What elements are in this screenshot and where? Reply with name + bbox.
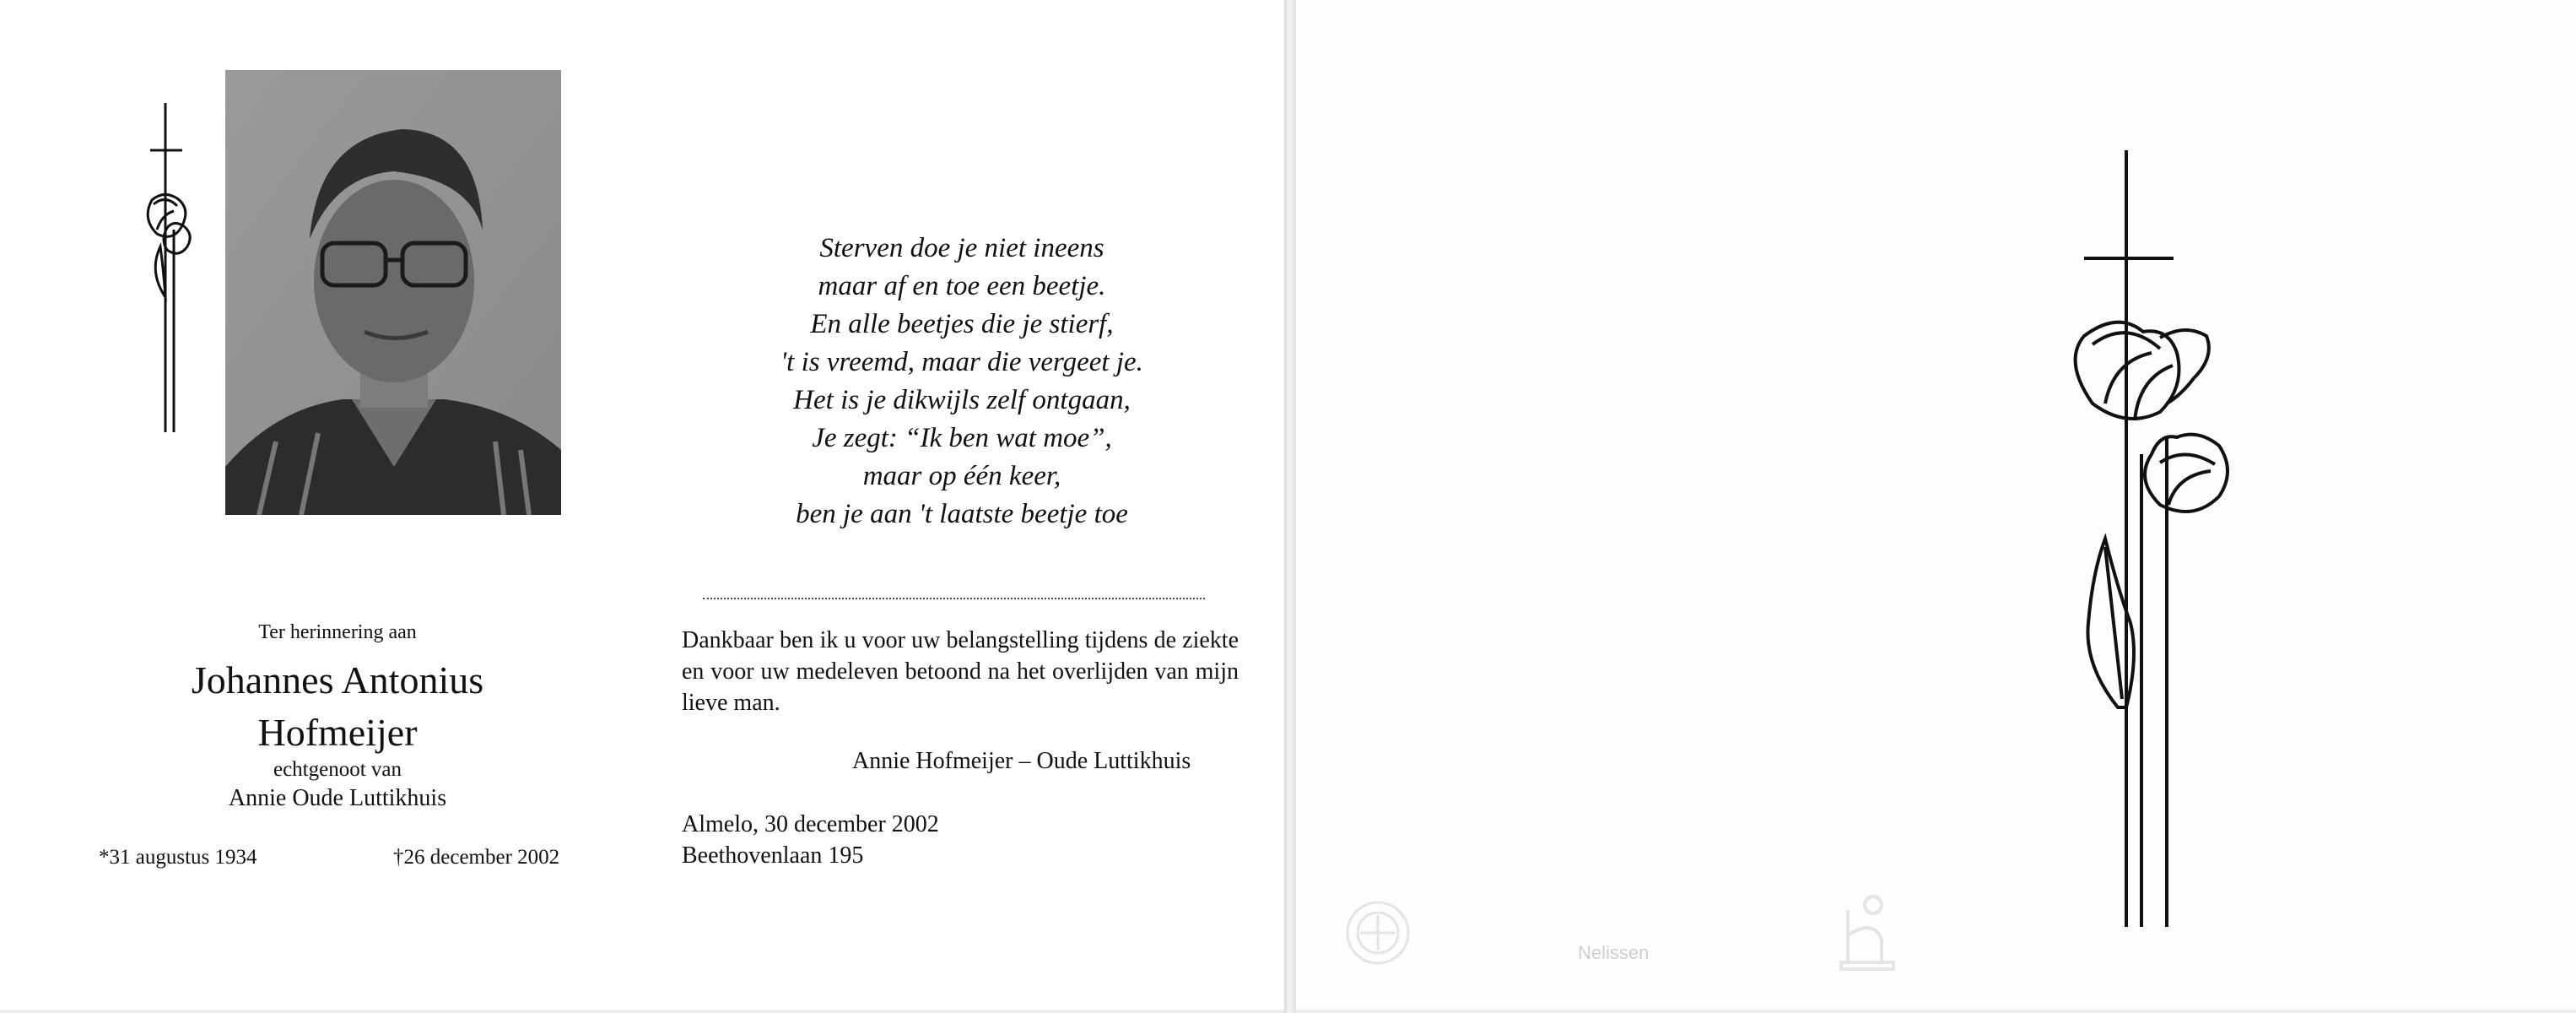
card-fold	[1284, 0, 1296, 1013]
place-date: Almelo, 30 december 2002	[682, 811, 939, 837]
death-date: †26 december 2002	[393, 846, 560, 869]
poem-line: Je zegt: “Ik ben wat moe”,	[812, 423, 1112, 453]
signature: Annie Hofmeijer – Oude Luttikhuis	[852, 748, 1191, 774]
poem-line: 't is vreemd, maar die vergeet je.	[780, 347, 1143, 377]
birth-date: *31 augustus 1934	[99, 846, 257, 869]
deceased-surname: Hofmeijer	[257, 711, 418, 754]
poem	[658, 230, 1266, 534]
address: Beethovenlaan 195	[682, 842, 864, 869]
thanks-paragraph: Dankbaar ben ik u voor uw belangstelling tijdens de ziekte en voor uw medeleven betoond na het overlijden van mijn lieve man.	[682, 627, 1239, 716]
faint-seal-icon	[1343, 898, 1412, 967]
spouse-label: echtgenoot van	[273, 758, 402, 781]
right-card-page	[1296, 0, 2576, 1010]
poem-line: Sterven doe je niet ineens	[819, 233, 1104, 263]
poem-line: Het is je dikwijls zelf ontgaan,	[793, 385, 1131, 415]
deceased-first-names: Johannes Antonius	[191, 658, 484, 702]
poem-line: ben je aan 't laatste beetje toe	[796, 499, 1128, 529]
place-and-address	[682, 809, 939, 871]
small-cross-roses-icon	[135, 103, 203, 436]
poem-line: En alle beetjes die je stierf,	[810, 309, 1114, 339]
dotted-divider	[703, 598, 1205, 599]
faint-imprint-text: Nelissen	[1578, 942, 1650, 963]
faint-logo-icon	[1839, 893, 1895, 971]
large-cross-roses-icon	[2033, 150, 2253, 935]
portrait-photo	[225, 70, 561, 515]
poem-line: maar op één keer,	[862, 461, 1061, 491]
in-memory-label: Ter herinnering aan	[258, 621, 417, 643]
left-card-page	[0, 0, 1284, 1010]
poem-line: maar af en toe een beetje.	[818, 271, 1106, 301]
spouse-name: Annie Oude Luttikhuis	[228, 785, 447, 811]
